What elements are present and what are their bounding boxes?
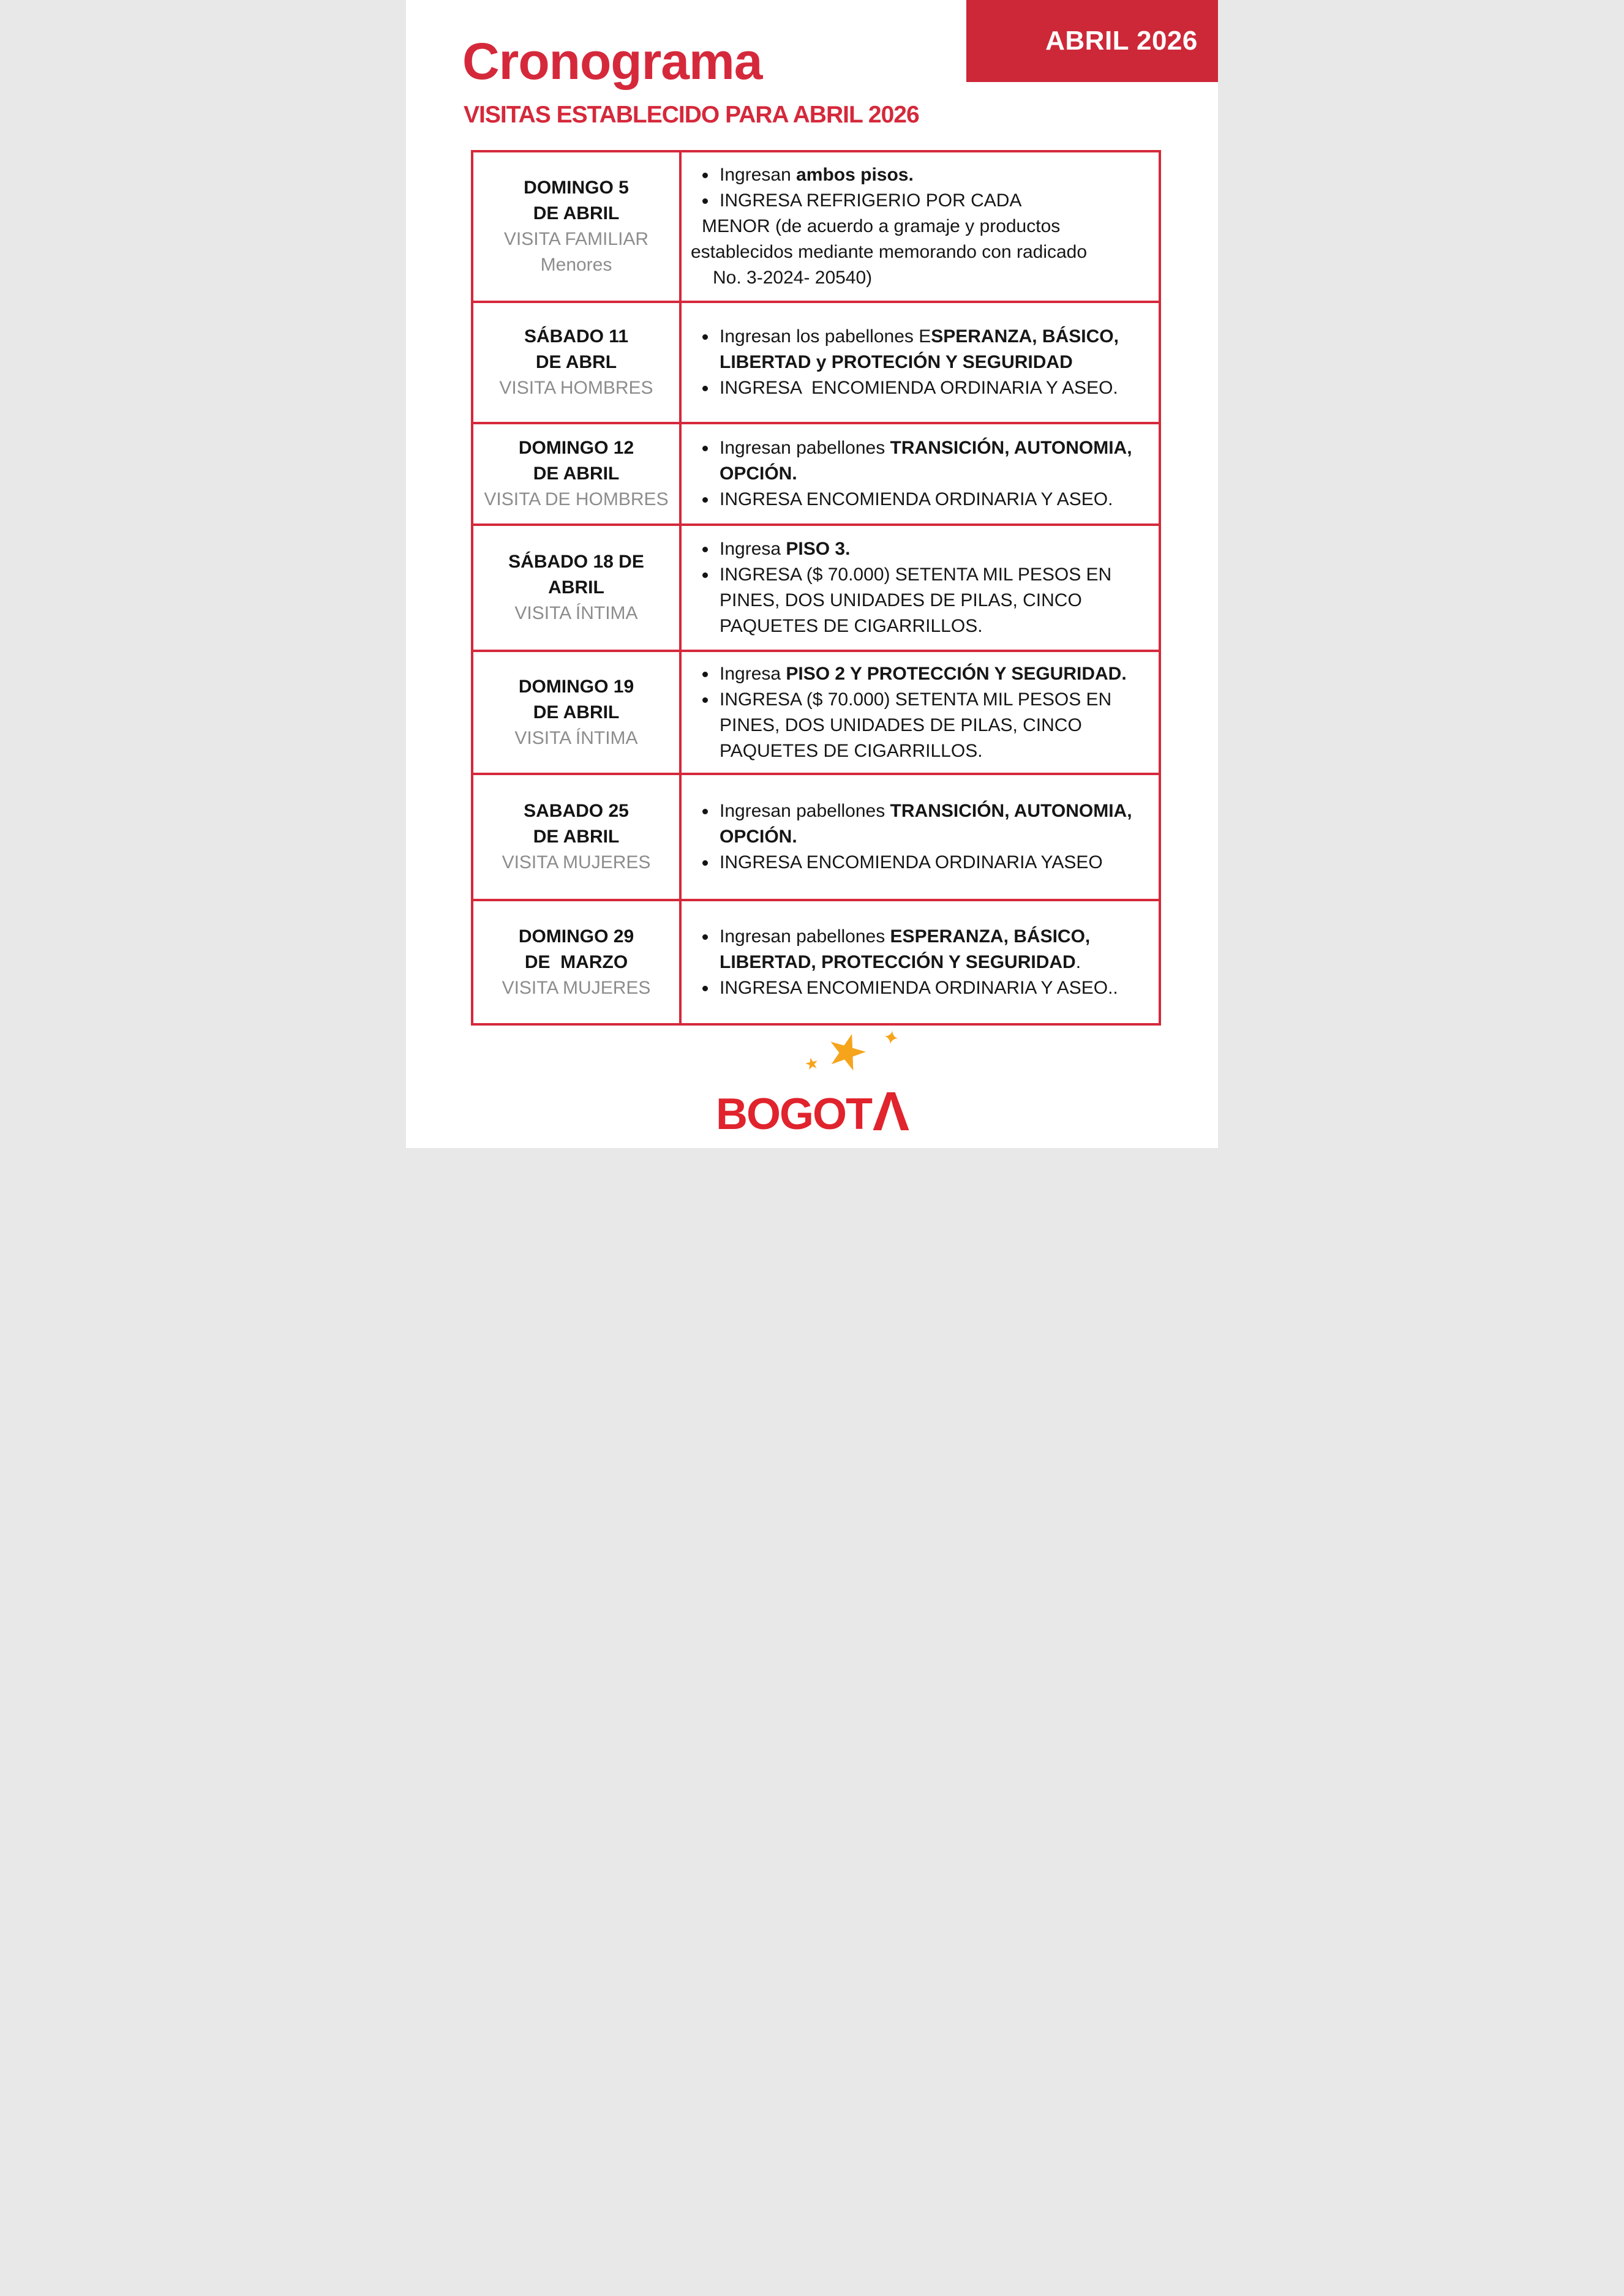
- date-line: SABADO 25: [524, 801, 629, 821]
- bullet-dot-icon: [702, 924, 720, 975]
- bullet-dot-icon: [702, 562, 720, 639]
- date-line: DE ABRL: [535, 352, 617, 372]
- item-text: INGRESA REFRIGERIO POR CADA: [720, 190, 1022, 211]
- item-text: INGRESA ENCOMIENDA ORDINARIA Y ASEO.: [720, 489, 1113, 509]
- bullet-item: [682, 975, 1148, 1001]
- bullet-dot-icon: [702, 487, 720, 512]
- logo-text: BOGOT: [715, 1090, 871, 1139]
- item-text: INGRESA ENCOMIENDA ORDINARIA YASEO: [720, 852, 1103, 872]
- date-line: DE MARZO: [524, 951, 628, 972]
- plain-line: [682, 214, 1148, 239]
- visit-type-line: VISITA ÍNTIMA: [514, 603, 638, 623]
- item-text: INGRESA ENCOMIENDA ORDINARIA Y ASEO..: [720, 977, 1118, 998]
- visit-type-line: VISITA ÍNTIMA: [514, 727, 638, 748]
- details-cell: [682, 303, 1159, 422]
- bullet-dot-icon: [702, 975, 720, 1001]
- item-text: MENOR (de acuerdo a gramaje y productos: [702, 216, 1061, 236]
- item-text: Ingresan pabellones ESPERANZA, BÁSICO, LIBERTAD, PROTECCIÓN Y SEGURIDAD.: [720, 926, 1091, 972]
- visits-table: [471, 150, 1161, 1026]
- details-cell: [682, 526, 1159, 650]
- item-text: establecidos mediante memorando con radicado: [691, 242, 1088, 262]
- item-text: Ingresan los pabellones ESPERANZA, BÁSICO, LIBERTAD y PROTECIÓN Y SEGURIDAD: [720, 326, 1119, 372]
- bullet-dot-icon: [702, 661, 720, 687]
- date-line: DE ABRIL: [533, 702, 620, 722]
- date-line: ABRIL: [548, 577, 604, 598]
- month-badge: [966, 0, 1218, 82]
- date-line: DE ABRIL: [533, 827, 620, 847]
- table-row: [473, 303, 1159, 424]
- date-line: DOMINGO 5: [524, 178, 629, 198]
- bullet-item: [682, 924, 1148, 975]
- visit-type-line: VISITA MUJERES: [502, 977, 651, 998]
- date-line: DE ABRIL: [533, 203, 620, 223]
- page-title: Cronograma: [462, 32, 762, 90]
- bogota-logo: [708, 1019, 916, 1142]
- item-text: Ingresa PISO 2 Y PROTECCIÓN Y SEGURIDAD.: [720, 663, 1127, 684]
- bullet-dot-icon: [702, 375, 720, 401]
- bullet-item: [682, 435, 1148, 487]
- item-text: Ingresan pabellones TRANSICIÓN, AUTONOMIA, OPCIÓN.: [720, 438, 1132, 484]
- logo-letter-a: Λ: [872, 1081, 909, 1142]
- details-cell: [682, 152, 1159, 301]
- visit-type-line: VISITA HOMBRES: [499, 378, 653, 398]
- table-row: [473, 526, 1159, 652]
- item-text: Ingresan pabellones TRANSICIÓN, AUTONOMIA, OPCIÓN.: [720, 801, 1132, 847]
- plain-line: [682, 265, 1148, 291]
- four-point-star-icon: ✦: [881, 1025, 901, 1051]
- cronograma-poster: [406, 0, 1218, 1148]
- date-line: DOMINGO 19: [518, 676, 634, 697]
- details-cell: [682, 424, 1159, 523]
- table-row: [473, 652, 1159, 775]
- bullet-item: [682, 487, 1148, 512]
- details-cell: [682, 901, 1159, 1023]
- bullet-item: [682, 324, 1148, 375]
- date-line: SÁBADO 18 DE: [508, 552, 644, 572]
- bullet-item: [682, 850, 1148, 876]
- bullet-dot-icon: [702, 850, 720, 876]
- small-star-icon: ★: [803, 1052, 821, 1075]
- date-line: DE ABRIL: [533, 463, 620, 484]
- date-cell: [473, 901, 682, 1023]
- visit-type-line: VISITA DE HOMBRES: [484, 489, 669, 509]
- bullet-item: [682, 536, 1148, 562]
- bullet-item: [682, 188, 1148, 214]
- bullet-dot-icon: [702, 687, 720, 764]
- bullet-dot-icon: [702, 324, 720, 375]
- date-cell: [473, 152, 682, 301]
- bullet-dot-icon: [702, 188, 720, 214]
- item-text: Ingresan ambos pisos.: [720, 165, 914, 185]
- plain-line: [682, 239, 1148, 265]
- bullet-item: [682, 798, 1148, 850]
- bullet-dot-icon: [702, 536, 720, 562]
- table-row: [473, 424, 1159, 526]
- date-cell: [473, 526, 682, 650]
- date-line: SÁBADO 11: [524, 326, 629, 347]
- month-badge-label: ABRIL 2026: [1045, 26, 1198, 56]
- bullet-dot-icon: [702, 798, 720, 850]
- date-cell: [473, 775, 682, 899]
- date-line: DOMINGO 29: [518, 926, 634, 947]
- item-text: INGRESA ($ 70.000) SETENTA MIL PESOS EN PINES, DOS UNIDADES DE PILAS, CINCO PAQUETES DE CIGARRILLOS.: [720, 565, 1112, 636]
- table-row: [473, 901, 1159, 1023]
- bullet-dot-icon: [702, 435, 720, 487]
- date-cell: [473, 303, 682, 422]
- table-row: [473, 775, 1159, 901]
- bullet-item: [682, 687, 1148, 764]
- bullet-dot-icon: [702, 162, 720, 188]
- date-cell: [473, 652, 682, 773]
- bullet-item: [682, 162, 1148, 188]
- details-cell: [682, 775, 1159, 899]
- item-text: INGRESA ENCOMIENDA ORDINARIA Y ASEO.: [720, 378, 1118, 398]
- item-text: INGRESA ($ 70.000) SETENTA MIL PESOS EN PINES, DOS UNIDADES DE PILAS, CINCO PAQUETES DE CIGARRILLOS.: [720, 689, 1112, 761]
- big-star-icon: ★: [819, 1019, 875, 1083]
- date-line: DOMINGO 12: [518, 438, 634, 458]
- visit-type-line: Menores: [540, 255, 612, 275]
- item-text: No. 3-2024- 20540): [713, 268, 873, 288]
- bullet-item: [682, 375, 1148, 401]
- bullet-item: [682, 562, 1148, 639]
- table-row: [473, 152, 1159, 303]
- item-text: Ingresa PISO 3.: [720, 539, 851, 559]
- details-cell: [682, 652, 1159, 773]
- bullet-item: [682, 661, 1148, 687]
- date-cell: [473, 424, 682, 523]
- visit-type-line: VISITA MUJERES: [502, 852, 651, 872]
- visit-type-line: VISITA FAMILIAR: [503, 229, 649, 249]
- page-subtitle: VISITAS ESTABLECIDO PARA ABRIL 2026: [464, 102, 919, 128]
- logo-wordmark: [708, 1079, 916, 1142]
